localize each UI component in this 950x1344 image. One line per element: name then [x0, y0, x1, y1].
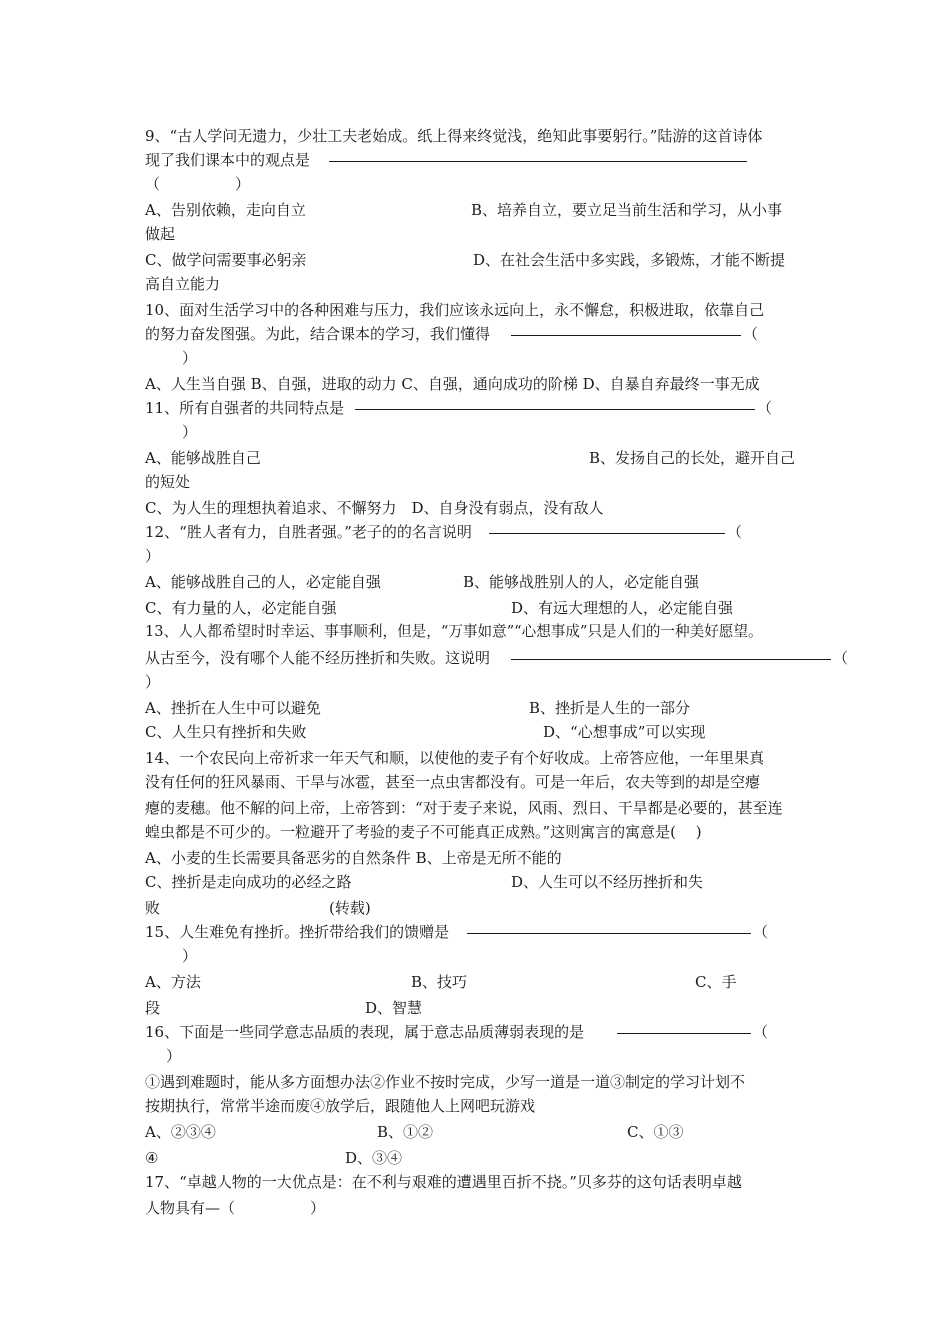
q15-option-c-cont: 段: [145, 999, 161, 1017]
q13-line1: 13、人人都希望时时幸运、事事顺利，但是，“万事如意”“心想事成”只是人们的一种美好愿望。: [145, 623, 763, 640]
q15-option-b: B、技巧: [411, 973, 468, 991]
q13-option-d: D、“心想事成”可以实现: [543, 723, 706, 741]
q13-option-c: C、人生只有挫折和失败: [145, 723, 307, 741]
q16-paren-open: （: [753, 1023, 769, 1041]
q10-line1: 10、面对生活学习中的各种困难与压力，我们应该永远向上，永不懈怠，积极进取，依靠自己: [145, 301, 765, 319]
q9-option-c: C、做学问需要事必躬亲: [145, 251, 307, 269]
q13-stem: 从古至今，没有哪个人能不经历挫折和失败。这说明: [145, 649, 491, 667]
q14-option-d-cont: [145, 896, 371, 920]
q13-answer-line: [511, 659, 831, 660]
q16-option-c-cont: ④: [145, 1149, 159, 1167]
q16-items-line1: ①遇到难题时，能从多方面想办法②作业不按时完成，少写一道是一道③制定的学习计划不: [145, 1073, 746, 1091]
q9-options-cd: [145, 248, 786, 272]
q9-option-a: A、告别依赖，走向自立: [145, 201, 306, 219]
q9-option-d: D、在社会生活中多实践，多锻炼，才能不断提: [473, 251, 786, 269]
q9-paren: （ ）: [145, 175, 251, 193]
q13-line2: [145, 646, 849, 670]
q12-stem: 12、“胜人者有力，自胜者强。”老子的的名言说明: [145, 523, 472, 541]
q16-options-abc: [145, 1120, 684, 1144]
q11-option-b-cont: 的短处: [145, 473, 191, 491]
q13-option-b: B、挫折是人生的一部分: [529, 699, 691, 717]
q10-paren-close: ）: [182, 349, 198, 367]
q12-paren-open: （: [727, 523, 743, 541]
q12-options-cd: [145, 596, 734, 620]
q10-line2: [145, 322, 759, 346]
q12-option-d: D、有远大理想的人，必定能自强: [511, 599, 734, 617]
q10-stem: 的努力奋发图强。为此，结合课本的学习，我们懂得: [145, 325, 491, 343]
q13-options-ab: [145, 696, 691, 720]
q11-option-a: A、能够战胜自己: [145, 449, 261, 467]
q13-options-cd: [145, 720, 706, 744]
q13-option-a: A、挫折在人生中可以避免: [145, 699, 321, 717]
q14-options-cd: [145, 870, 704, 894]
q15-options-abc: [145, 970, 737, 994]
q15-paren-close: ）: [182, 947, 198, 965]
q10-options: A、人生当自强 B、自强，进取的动力 C、自强，通向成功的阶梯 D、自暴自弃最终一事无成: [145, 375, 760, 393]
q11-answer-line: [355, 409, 755, 410]
q14-option-d-tail: 败: [145, 899, 161, 917]
q15-stem: 15、人生难免有挫折。挫折带给我们的馈赠是: [145, 923, 450, 941]
q9-line1: 9、“古人学问无遗力，少壮工夫老始成。纸上得来终觉浅，绝知此事要躬行。”陆游的这首诗体: [145, 127, 763, 145]
q12-paren-close: ）: [145, 547, 161, 565]
q12-answer-line: [489, 533, 725, 534]
q13-paren-open: （: [833, 649, 849, 667]
q12-option-a: A、能够战胜自己的人，必定能自强: [145, 573, 381, 591]
q11-paren-close: ）: [182, 423, 198, 441]
q15-option-d: D、智慧: [365, 999, 423, 1017]
q12-option-c: C、有力量的人，必定能自强: [145, 599, 337, 617]
q12-options-ab: [145, 570, 700, 594]
q16-option-b: B、①②: [377, 1123, 434, 1141]
q14-options-ab: A、小麦的生长需要具备恶劣的自然条件 B、上帝是无所不能的: [145, 849, 562, 867]
q12-line1: [145, 520, 743, 544]
q15-answer-line: [467, 933, 751, 934]
q11-line1: [145, 396, 773, 420]
q9-stem: 现了我们课本中的观点是: [145, 151, 311, 169]
q14-option-c: C、挫折是走向成功的必经之路: [145, 873, 352, 891]
q9-answer-line: [329, 161, 747, 162]
q14-line2: 没有任何的狂风暴雨、干旱与冰雹，甚至一点虫害都没有。可是一年后，农夫等到的却是空瘪: [145, 773, 761, 791]
q15-option-a: A、方法: [145, 973, 201, 991]
q16-options-d-row: [145, 1146, 403, 1170]
q14-line1: 14、一个农民向上帝祈求一年天气和顺，以使他的麦子有个好收成。上帝答应他，一年里果真: [145, 749, 765, 767]
q15-line1: [145, 920, 769, 944]
q16-stem: 16、下面是一些同学意志品质的表现，属于意志品质薄弱表现的是: [145, 1023, 585, 1041]
q16-answer-line: [617, 1033, 751, 1034]
q9-options-ab: [145, 198, 783, 222]
q14-option-d: D、人生可以不经历挫折和失: [511, 873, 704, 891]
q11-options-ab: [145, 446, 796, 470]
q16-option-a: A、②③④: [145, 1123, 216, 1141]
q9-line2: [145, 148, 310, 172]
q12-option-b: B、能够战胜别人的人，必定能自强: [463, 573, 700, 591]
q13-paren-close: ）: [145, 673, 161, 691]
q15-paren-open: （: [753, 923, 769, 941]
q14-repost-note: (转载): [329, 899, 371, 917]
q17-line2: 人物具有—（ ）: [145, 1199, 326, 1217]
q15-option-c: C、手: [695, 973, 737, 991]
q16-line1: [145, 1020, 769, 1044]
q9-option-d-cont: 高自立能力: [145, 275, 221, 293]
q14-line4: 蝗虫都是不可少的。一粒避开了考验的麦子不可能真正成熟。”这则寓言的寓意是( ): [145, 823, 702, 841]
q9-option-b-cont: 做起: [145, 225, 176, 243]
q16-items-line2: 按期执行，常常半途而废④放学后，跟随他人上网吧玩游戏: [145, 1097, 536, 1115]
q16-option-d: D、③④: [345, 1149, 403, 1167]
q15-options-d-row: [145, 996, 423, 1020]
q10-answer-line: [511, 335, 741, 336]
q11-paren-open: （: [757, 399, 773, 417]
q17-line1: 17、“卓越人物的一大优点是：在不利与艰难的遭遇里百折不挠。”贝多芬的这句话表明卓越: [145, 1173, 742, 1191]
q14-line3: 瘪的麦穗。他不解的问上帝，上帝答到：“对于麦子来说，风雨、烈日、干旱都是必要的，甚至连: [145, 799, 783, 817]
q11-stem: 11、所有自强者的共同特点是: [145, 399, 345, 417]
q16-option-c: C、①③: [627, 1123, 684, 1141]
q11-option-b: B、发扬自己的长处，避开自己: [589, 449, 796, 467]
q11-options-cd: C、为人生的理想执着追求、不懈努力 D、自身没有弱点，没有敌人: [145, 499, 604, 517]
q9-option-b: B、培养自立，要立足当前生活和学习，从小事: [471, 201, 783, 219]
q16-paren-close: ）: [166, 1047, 182, 1065]
q10-paren-open: （: [743, 325, 759, 343]
